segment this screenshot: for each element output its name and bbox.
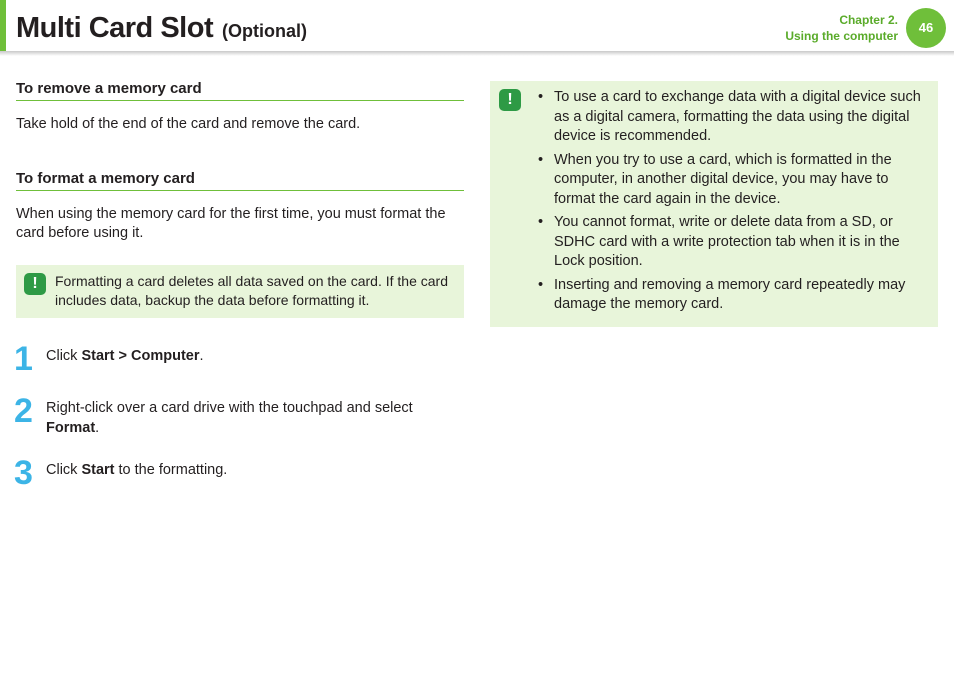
step-text-post: . xyxy=(199,348,204,364)
side-note-list xyxy=(530,88,930,319)
step-text-bold: Start xyxy=(81,462,115,478)
side-warning-note xyxy=(490,81,938,327)
list-item-text: Inserting and removing a memory card repeatedly may damage the memory card. xyxy=(554,276,906,312)
warning-icon: ! xyxy=(499,89,521,111)
chapter-number: Chapter 2. xyxy=(839,13,898,27)
step-text xyxy=(46,394,464,438)
title-main: Multi Card Slot xyxy=(16,12,214,44)
step-text-pre: Click xyxy=(46,348,82,364)
list-item xyxy=(530,276,930,315)
list-item xyxy=(530,88,930,147)
title-suffix: (Optional) xyxy=(222,21,307,41)
bullet-icon: • xyxy=(538,89,544,105)
list-item-text: When you try to use a card, which is formatted in the computer, in another digital device, you may have to format the card again in the device. xyxy=(554,151,892,207)
step-text-pre: Click xyxy=(46,462,82,478)
page-number-badge: 46 xyxy=(906,8,946,48)
format-warning-note xyxy=(16,265,464,318)
chapter-name: Using the computer xyxy=(785,29,898,43)
bullet-icon: • xyxy=(538,276,544,293)
step-text-pre: Right-click over a card drive with the touchpad and select xyxy=(46,400,413,416)
header-divider xyxy=(0,51,954,56)
step-text-post: . xyxy=(95,420,100,436)
right-column xyxy=(490,81,938,327)
step-number: 3 xyxy=(14,454,33,492)
step-text xyxy=(46,342,204,366)
list-item xyxy=(530,213,930,272)
step-number: 1 xyxy=(14,340,33,378)
bullet-icon: • xyxy=(538,151,544,168)
list-item-text: To use a card to exchange data with a digital device such as a digital camera, formatting the data using the digital device is recommended. xyxy=(554,89,921,144)
accent-bar xyxy=(0,0,6,52)
step-text-bold: Start > Computer xyxy=(81,348,200,364)
left-column xyxy=(16,80,464,508)
bullet-icon: • xyxy=(538,214,544,230)
step-item xyxy=(16,342,464,376)
step-number: 2 xyxy=(14,392,33,430)
chapter-label xyxy=(785,12,898,44)
warning-icon: ! xyxy=(24,273,46,295)
step-text xyxy=(46,456,227,480)
steps-list xyxy=(16,342,464,490)
page-title xyxy=(16,8,307,45)
remove-body: Take hold of the end of the card and remove the card. xyxy=(16,116,361,132)
list-item xyxy=(530,151,930,210)
remove-heading: To remove a memory card xyxy=(16,80,464,101)
format-heading: To format a memory card xyxy=(16,170,464,191)
step-item xyxy=(16,456,464,490)
step-text-bold: Format xyxy=(46,420,96,436)
step-item xyxy=(16,394,464,438)
format-warning-text: Formatting a card deletes all data saved on the card. If the card includes data, backup the data before formatting it. xyxy=(55,273,448,308)
step-text-post: to the formatting. xyxy=(114,462,228,478)
format-body: When using the memory card for the first time, you must format the card before using it. xyxy=(16,206,446,241)
list-item-text: You cannot format, write or delete data from a SD, or SDHC card with a write protection tab when it is in the Lock position. xyxy=(554,214,900,269)
